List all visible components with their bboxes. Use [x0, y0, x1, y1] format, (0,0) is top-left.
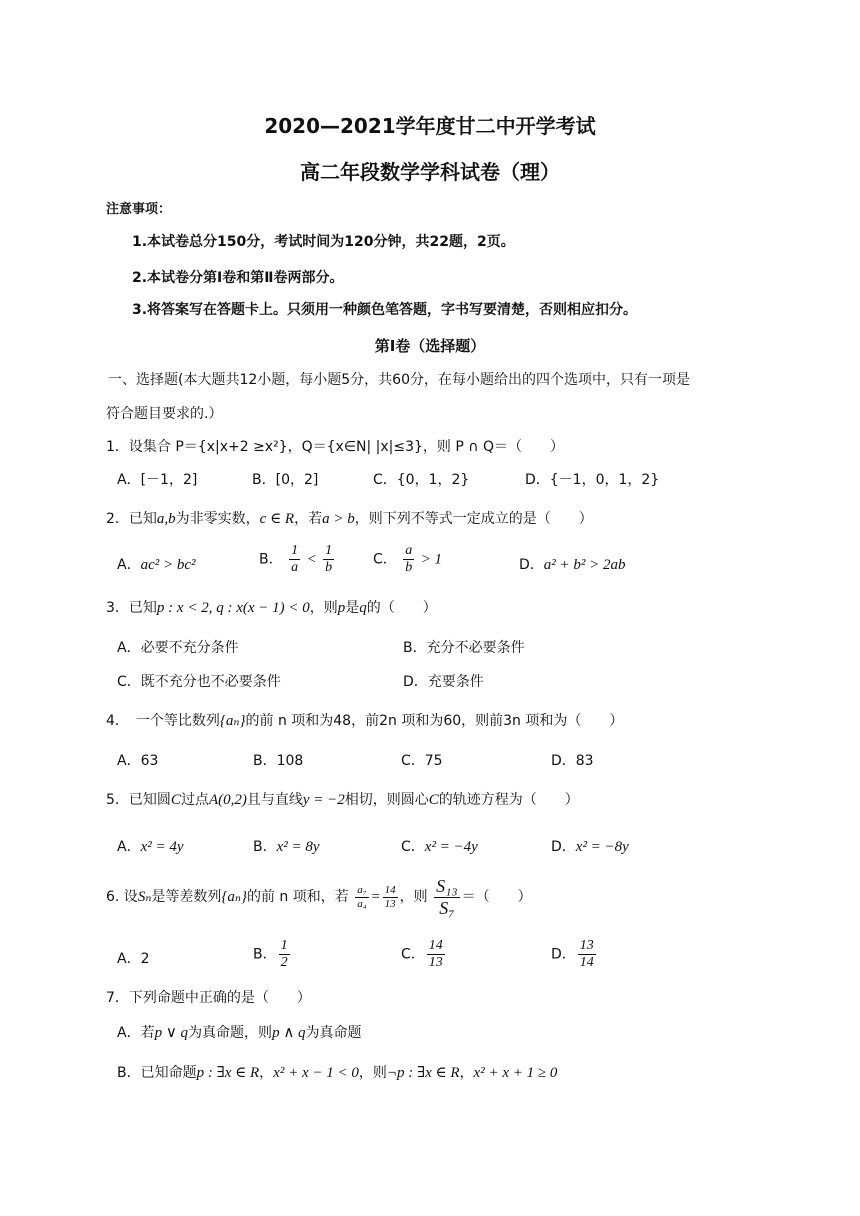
q6-frac-14-13 [383, 884, 398, 910]
question-2-option-c [373, 543, 442, 576]
q7-b-expr3: ¬p : ∃x ∈ R [386, 1065, 460, 1081]
q6-b-den: 2 [280, 955, 288, 971]
q3-q: q [359, 600, 367, 616]
question-6-stem [106, 876, 532, 918]
q2-set: c ∈ R [259, 511, 295, 527]
q2-vars: a,b [156, 511, 176, 527]
q6-d-den: 14 [579, 955, 594, 971]
q2-a-label: A． [117, 557, 141, 573]
q3-prefix: 3．已知 [106, 600, 157, 616]
exam-title: 2020—2021学年度甘二中开学考试 [264, 114, 596, 138]
section-instruction-line1: 一、选择题(本大题共12小题，每小题5分，共60分，在每小题给出的四个选项中，只有一项是 [108, 372, 690, 388]
q7-b-expr2: x² + x − 1 < 0 [273, 1065, 359, 1081]
q4-seq: {aₙ} [219, 713, 246, 729]
q5-c: C [170, 792, 181, 808]
q6-d-num: 13 [578, 938, 596, 955]
question-7-stem: 7．下列命题中正确的是（ ） [106, 990, 311, 1006]
question-7-option-a [117, 1024, 362, 1042]
q6-b-label: B． [253, 946, 277, 963]
note-item-2: 2.本试卷分第Ⅰ卷和第Ⅱ卷两部分。 [132, 270, 344, 286]
question-3-option-b: B．充分不必要条件 [403, 640, 525, 656]
q6-prefix: 6. 设 [106, 889, 138, 906]
q5-d-label: D． [551, 839, 576, 855]
question-6-option-a: A．2 [117, 951, 150, 967]
q3-expr: p : x < 2, q : x(x − 1) < 0 [156, 600, 310, 616]
q6-mid2: 的前 n 项和，若 [246, 889, 349, 906]
q6-s: Sₙ [137, 889, 152, 906]
q5-point: A(0,2) [208, 792, 247, 808]
q2-mid1: 为非零实数， [175, 511, 260, 527]
section-instruction-line2: 符合题目要求的.） [106, 406, 223, 422]
q5-d-expr: x² = −8y [575, 839, 629, 855]
q5-a-label: A． [117, 839, 141, 855]
q5-c-expr: x² = −4y [424, 839, 478, 855]
q7-b-sep: ， [259, 1065, 274, 1081]
q6-f3-num: S₁₃ [436, 876, 458, 896]
exam-subtitle: 高二年段数学学科试卷（理） [300, 160, 560, 184]
question-7-option-b [117, 1064, 557, 1082]
q2-prefix: 2．已知 [106, 511, 157, 527]
q2-d-label: D． [519, 557, 544, 573]
q6-d-label: D． [551, 946, 576, 963]
q2-b-frac-left [289, 543, 300, 576]
q6-f2-den: 13 [384, 897, 396, 910]
q3-mid: ，则 [309, 600, 338, 616]
q5-line: y = −2 [302, 792, 345, 808]
q5-c2: C [428, 792, 439, 808]
q3-mid2: 是 [345, 600, 360, 616]
q2-b-lhs-den: a [291, 560, 299, 576]
question-1-stem: 1．设集合 P＝{x|x+2 ≥x²}，Q＝{x∈N| |x|≤3}，则 P ∩ Q＝（ ） [106, 439, 564, 455]
q2-b-label: B． [259, 551, 283, 568]
q6-suffix: ＝（ ） [461, 889, 532, 906]
question-6-option-d [551, 938, 598, 971]
note-item-1: 1.本试卷总分150分，考试时间为120分钟，共22题，2页。 [132, 234, 515, 250]
question-2-option-a [117, 556, 196, 574]
question-4-option-b: B．108 [253, 753, 304, 769]
question-3-option-d: D．充要条件 [403, 674, 484, 690]
question-6-option-b [253, 938, 292, 971]
question-1-option-c: C．{0，1，2} [373, 472, 470, 488]
question-1-option-b: B．[0，2] [252, 472, 319, 488]
q7-b-sep2: ， [459, 1065, 474, 1081]
q5-suffix: 的轨迹方程为（ ） [438, 792, 579, 808]
q6-c-label: C． [401, 946, 425, 963]
question-3-option-c: C．既不充分也不必要条件 [117, 674, 281, 690]
q2-c-label: C． [373, 551, 397, 568]
q2-b-op: < [306, 551, 317, 568]
notes-heading: 注意事项： [106, 202, 172, 217]
section-title: 第Ⅰ卷（选择题） [374, 337, 486, 355]
q6-f2-num: 14 [384, 884, 396, 897]
q5-a-expr: x² = 4y [140, 839, 184, 855]
q6-c-num: 14 [427, 938, 445, 955]
q7-a-suffix: 为真命题 [305, 1025, 362, 1041]
question-5-option-d [551, 838, 629, 856]
q2-d-expr: a² + b² > 2ab [543, 557, 626, 573]
q5-prefix: 5．已知圆 [106, 792, 171, 808]
question-3-stem [106, 599, 437, 617]
q6-d-frac [578, 938, 596, 971]
question-2-stem [106, 510, 593, 528]
q5-mid1: 过点 [180, 792, 209, 808]
q2-b-rhs-num: 1 [323, 543, 334, 560]
q2-suffix: ，则下列不等式一定成立的是（ ） [354, 511, 593, 527]
question-4-option-c: C．75 [401, 753, 443, 769]
q5-mid3: 相切，则圆心 [344, 792, 429, 808]
q7-b-expr1: p : ∃x ∈ R [196, 1065, 260, 1081]
q2-cond: a > b [322, 511, 355, 527]
q5-b-label: B． [253, 839, 277, 855]
q6-eq: = [370, 889, 381, 906]
q2-c-rest: > 1 [420, 551, 443, 568]
q7-a-prefix: A．若 [117, 1025, 155, 1041]
q7-b-prefix: B．已知命题 [117, 1065, 197, 1081]
question-4-option-a: A．63 [117, 753, 159, 769]
q2-c-frac [403, 543, 414, 576]
q7-a-expr2: p ∧ q [272, 1025, 306, 1041]
q6-seq: {aₙ} [221, 889, 247, 906]
question-4-stem [106, 712, 623, 730]
question-5-option-c [401, 838, 478, 856]
q7-a-expr1: p ∨ q [154, 1025, 189, 1041]
q6-c-den: 13 [428, 955, 443, 971]
question-6-option-c [401, 938, 447, 971]
q2-b-frac-right [323, 543, 334, 576]
note-item-3: 3.将答案写在答题卡上。只须用一种颜色笔答题，字书写要清楚，否则相应扣分。 [132, 302, 638, 318]
q6-f3-den: S₇ [439, 897, 455, 918]
question-5-stem [106, 791, 579, 809]
q7-b-mid: ，则 [358, 1065, 387, 1081]
question-3-option-a: A．必要不充分条件 [117, 640, 239, 656]
q2-mid2: ，若 [294, 511, 323, 527]
question-2-option-b [259, 543, 336, 576]
q4-suffix: 的前 n 项和为48，前2n 项和为60，则前3n 项和为（ ） [245, 713, 624, 729]
q2-c-den: b [405, 560, 413, 576]
q6-frac-s13-s7 [434, 876, 460, 918]
q6-f1-num: a₇ [357, 884, 367, 897]
q3-suffix: 的（ ） [366, 600, 437, 616]
q5-b-expr: x² = 8y [276, 839, 320, 855]
q4-prefix: 4． 一个等比数列 [106, 713, 220, 729]
question-4-option-d: D．83 [551, 753, 594, 769]
question-5-option-b [253, 838, 320, 856]
question-2-option-d [519, 556, 626, 574]
q6-mid3: ，则 [399, 889, 428, 906]
q3-p: p [337, 600, 346, 616]
q6-mid1: 是等差数列 [151, 889, 222, 906]
q5-mid2: 且与直线 [246, 792, 303, 808]
question-1-option-a: A．[－1，2] [117, 472, 198, 488]
question-5-option-a [117, 838, 184, 856]
q5-c-label: C． [401, 839, 425, 855]
q6-b-num: 1 [279, 938, 290, 955]
q2-b-rhs-den: b [325, 560, 333, 576]
q2-b-lhs-num: 1 [289, 543, 300, 560]
q6-frac-a7-a4 [355, 884, 368, 910]
q6-c-frac [427, 938, 445, 971]
q6-b-frac [279, 938, 290, 971]
question-1-option-d: D．{－1，0，1，2} [525, 472, 660, 488]
q2-c-num: a [403, 543, 414, 560]
q6-f1-den: a₄ [357, 897, 367, 910]
q7-b-expr4: x² + x + 1 ≥ 0 [473, 1065, 558, 1081]
q2-a-expr: ac² > bc² [140, 557, 196, 573]
q7-a-mid: 为真命题，则 [188, 1025, 273, 1041]
